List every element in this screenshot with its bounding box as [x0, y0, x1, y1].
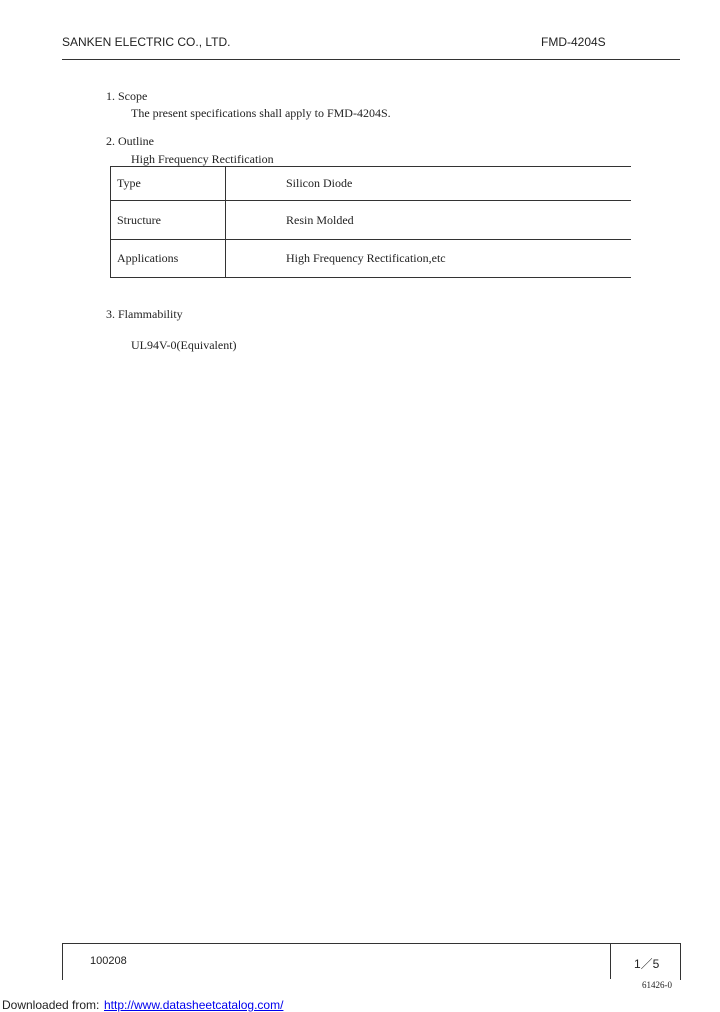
- page-number: 1／5: [634, 957, 660, 971]
- outline-table: [110, 166, 631, 278]
- download-label: Downloaded from:: [2, 998, 100, 1012]
- outline-subtitle: High Frequency Rectification: [131, 152, 274, 166]
- company-name: SANKEN ELECTRIC CO., LTD.: [62, 35, 231, 49]
- flammability-text: UL94V-0(Equivalent): [131, 338, 237, 352]
- table-row: [111, 240, 632, 278]
- scope-text: The present specifications shall apply to FMD-4204S.: [131, 106, 391, 120]
- outline-heading: 2. Outline: [106, 134, 154, 148]
- table-row: [111, 167, 632, 201]
- row-value: Silicon Diode: [226, 167, 632, 201]
- model-number: FMD-4204S: [541, 35, 606, 49]
- row-label: Type: [111, 167, 226, 201]
- header-rule: [62, 59, 680, 60]
- footer-box: [62, 943, 681, 980]
- row-label: Applications: [111, 240, 226, 278]
- document-code: 61426-0: [642, 980, 672, 990]
- row-label: Structure: [111, 201, 226, 240]
- footer-divider: [610, 943, 611, 979]
- flammability-heading: 3. Flammability: [106, 307, 183, 321]
- scope-heading: 1. Scope: [106, 89, 148, 103]
- download-link[interactable]: http://www.datasheetcatalog.com/: [104, 998, 284, 1012]
- table-row: [111, 201, 632, 240]
- row-value: Resin Molded: [226, 201, 632, 240]
- footer-date-code: 100208: [90, 955, 127, 967]
- row-value: High Frequency Rectification,etc: [226, 240, 632, 278]
